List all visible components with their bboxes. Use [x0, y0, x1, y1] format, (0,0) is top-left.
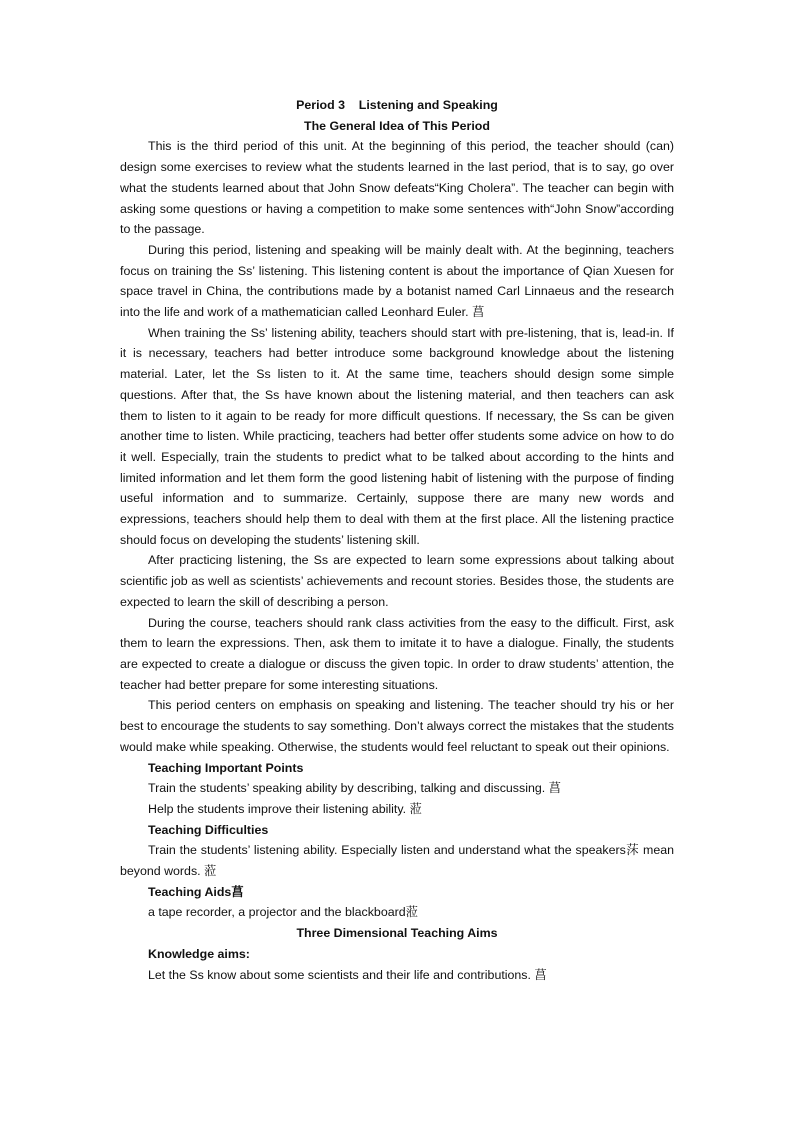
paragraph-3: When training the Ss’ listening ability, teachers should start with pre-listening, that is, lead-in. If it is necessary, teachers had better introduce some background knowledge about the listening material. Later, let the Ss listen to it. At the same time, teachers should design some simple questions. After that, the Ss have known about the listening material, and then teachers can ask them to listen to it again to be ready for more difficult questions. If necessary, the Ss can be given another time to listen. While practicing, teachers had better offer students some advice on how to do it well. Especially, train the students to predict what to be talked about according to the hints and limited information and let them form the good listening habit of listening with the purpose of finding useful information and to summarize. Certainly, suppose there are many new words and expressions, teachers should help them to deal with them at the first place. All the listening practice should focus on developing the students’ listening skill. — [120, 325, 674, 547]
paragraph-2: During this period, listening and speaking will be mainly dealt with. At the beginning, teachers focus on training the Ss’ listening. This listening content is about the importance of Qian Xuesen for space travel in China, the contributions made by a botanist named Carl Linnaeus and the research into the life and work of a mathematician called Leonhard Euler. 菖 — [120, 242, 674, 320]
knowledge-aims-text: Let the Ss know about some scientists and their life and contributions. 菖 — [148, 967, 547, 982]
important-points-heading: Teaching Important Points — [148, 760, 304, 775]
document-page — [120, 95, 674, 985]
knowledge-aims-heading: Knowledge aims: — [148, 946, 250, 961]
aids-heading: Teaching Aids菖 — [148, 884, 244, 899]
paragraph-4: After practicing listening, the Ss are expected to learn some expressions about talking about scientific job as well as scientists’ achievements and recount stories. Besides those, the students are expected to learn the skill of describing a person. — [120, 553, 674, 609]
difficulties-text: Train the students’ listening ability. Especially listen and understand what the speakers莯 mean beyond words. 蒞 — [120, 843, 674, 879]
aids-text: a tape recorder, a projector and the blackboard蒞 — [148, 905, 419, 920]
important-point-item: Train the students’ speaking ability by describing, talking and discussing. 菖 — [148, 781, 562, 796]
important-point-item: Help the students improve their listening ability. 蒞 — [148, 801, 422, 816]
page-title: Period 3 Listening and Speaking — [296, 98, 498, 112]
section-title-aims: Three Dimensional Teaching Aims — [296, 926, 498, 941]
section-title-general-idea: The General Idea of This Period — [304, 118, 490, 133]
paragraph-5: During the course, teachers should rank class activities from the easy to the difficult. First, ask them to learn the expressions. Then, ask them to imitate it to have a dialogue. Finally, the students are expected to create a dialogue or discuss the given topic. In order to draw students’ attention, the teacher had better prepare for some interesting situations. — [120, 615, 674, 692]
paragraph-1: This is the third period of this unit. At the beginning of this period, the teacher should (can) design some exercises to review what the students learned in the last period, that is to say, go over what the students learned about that John Snow defeats“King Cholera”. The teacher can begin with asking some questions or having a competition to make some sentences with“John Snow”according to the passage. — [120, 139, 674, 237]
paragraph-6: This period centers on emphasis on speaking and listening. The teacher should try his or her best to encourage the students to say something. Don’t always correct the mistakes that the students would make while speaking. Otherwise, the students would feel reluctant to speak out their opinions. — [120, 698, 674, 754]
difficulties-heading: Teaching Difficulties — [148, 822, 269, 837]
